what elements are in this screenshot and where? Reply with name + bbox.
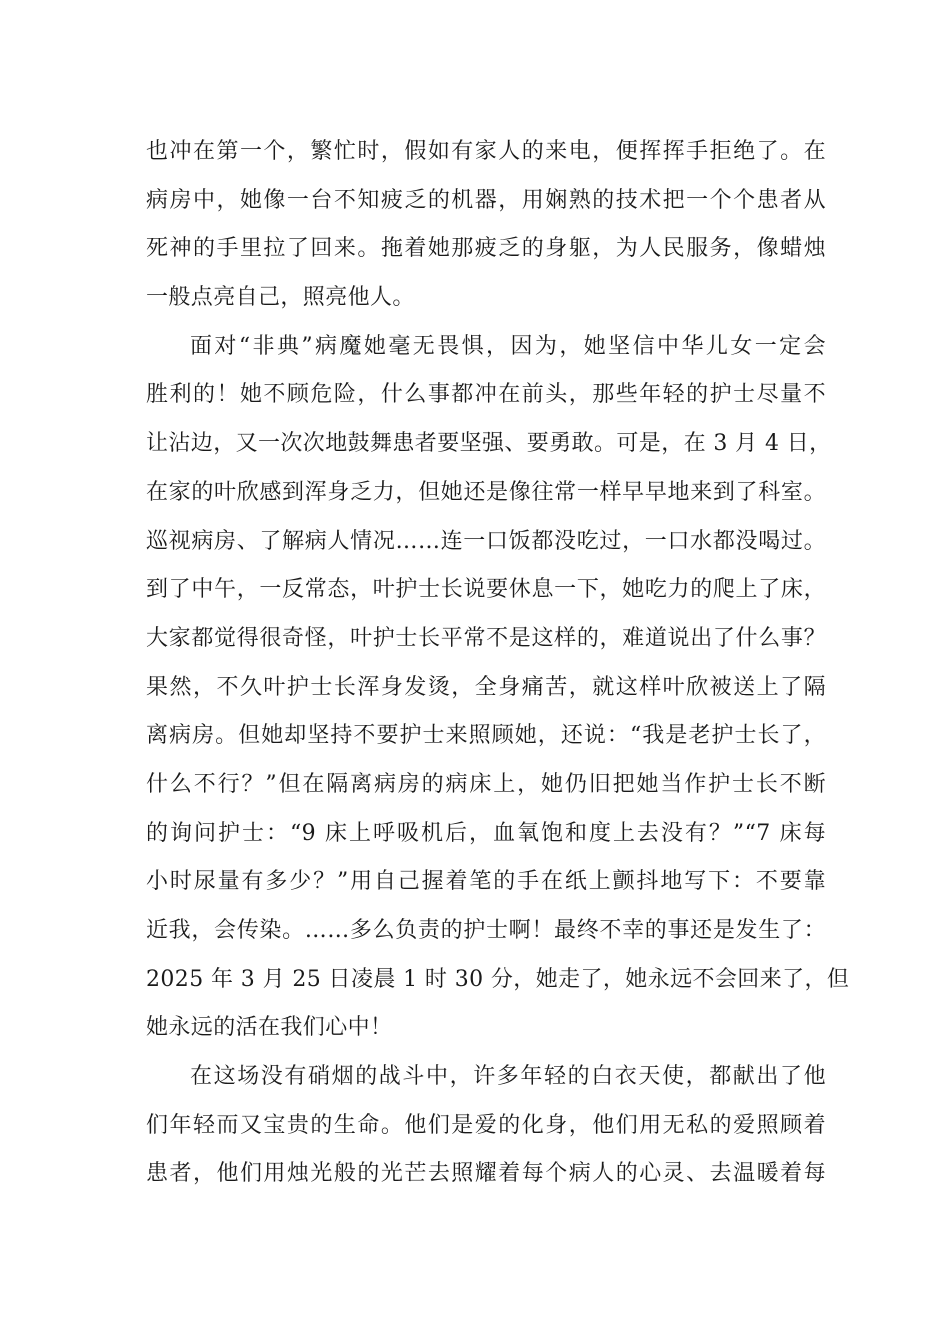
paragraph-2 [146, 323, 850, 1053]
text-line: 也冲在第一个，繁忙时，假如有家人的来电，便挥挥手拒绝了。在 [146, 139, 826, 164]
text-line: 果然，不久叶护士长浑身发烫，全身痛苦，就这样叶欣被送上了隔 [146, 674, 826, 700]
text-line: 让沾边，又一次次地鼓舞患者要坚强、要勇敢。可是，在 3 月 4 日， [146, 431, 832, 457]
text-line: 什么不行？”但在隔离病房的病床上，她仍旧把她当作护士长不断 [146, 771, 826, 797]
text-line: 一般点亮自己，照亮他人。 [146, 285, 415, 311]
text-line: 们年轻而又宝贵的生命。他们是爱的化身，他们用无私的爱照顾着 [146, 1112, 826, 1138]
text-line: 到了中午，一反常态，叶护士长说要休息一下，她吃力的爬上了床， [146, 577, 826, 603]
text-line: 巡视病房、了解病人情况……连一口饭都没吃过，一口水都没喝过。 [146, 528, 826, 554]
text-line: 近我，会传染。……多么负责的护士啊！最终不幸的事还是发生了： [146, 918, 826, 943]
text-line: 离病房。但她却坚持不要护士来照顾她，还说：“我是老护士长了， [146, 723, 826, 749]
text-line: 病房中，她像一台不知疲乏的机器，用娴熟的技术把一个个患者从 [146, 187, 826, 213]
text-line: 胜利的！她不顾危险，什么事都冲在前头，那些年轻的护士尽量不 [146, 382, 826, 408]
text-line: 她永远的活在我们心中！ [146, 1015, 393, 1041]
text-line: 死神的手里拉了回来。拖着她那疲乏的身躯，为人民服务，像蜡烛 [146, 236, 826, 262]
text-line: 在这场没有硝烟的战斗中，许多年轻的白衣天使，都献出了他 [190, 1064, 826, 1090]
text-line: 患者，他们用烛光般的光芒去照耀着每个病人的心灵、去温暖着每 [146, 1161, 826, 1187]
document-body [146, 128, 850, 1199]
text-line: 在家的叶欣感到浑身乏力，但她还是像往常一样早早地来到了科室。 [146, 479, 826, 505]
text-line: 的询问护士：“9 床上呼吸机后，血氧饱和度上去没有？”“7 床每 [146, 820, 826, 846]
text-line: 面对“非典”病魔她毫无畏惧，因为，她坚信中华儿女一定会 [190, 333, 826, 359]
paragraph-3 [146, 1053, 826, 1199]
paragraph-1 [146, 128, 826, 323]
text-line: 2025 年 3 月 25 日凌晨 1 时 30 分，她走了，她永远不会回来了，但 [146, 966, 850, 992]
text-line: 小时尿量有多少？”用自己握着笔的手在纸上颤抖地写下：不要靠 [146, 869, 826, 895]
text-line: 大家都觉得很奇怪，叶护士长平常不是这样的，难道说出了什么事？ [146, 625, 826, 651]
